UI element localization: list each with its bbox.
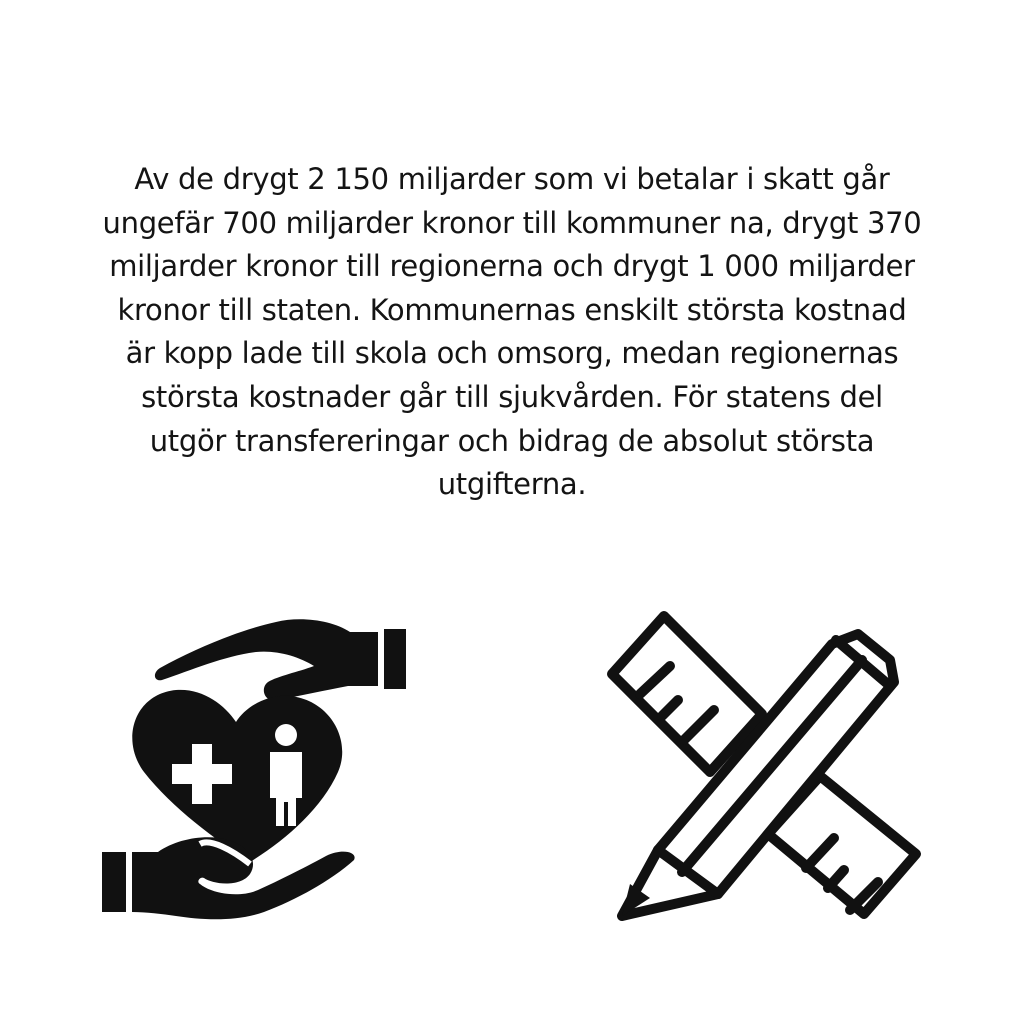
hands-heart-health-icon	[100, 612, 412, 924]
body-paragraph: Av de drygt 2 150 miljarder som vi betalar i skatt går ungefär 700 miljarder kronor till kommuner na, drygt 370 miljarder kronor till regionerna och drygt 1 000 miljarder kronor till staten. Kommunernas enskilt största kostnad är kopp lade till skola och omsorg, medan regionernas största kostnader går till sjukvården. För statens del utgör transfereringar och bidrag de absolut största utgifterna.	[102, 162, 922, 502]
pencil-ruler-icon	[600, 598, 930, 928]
